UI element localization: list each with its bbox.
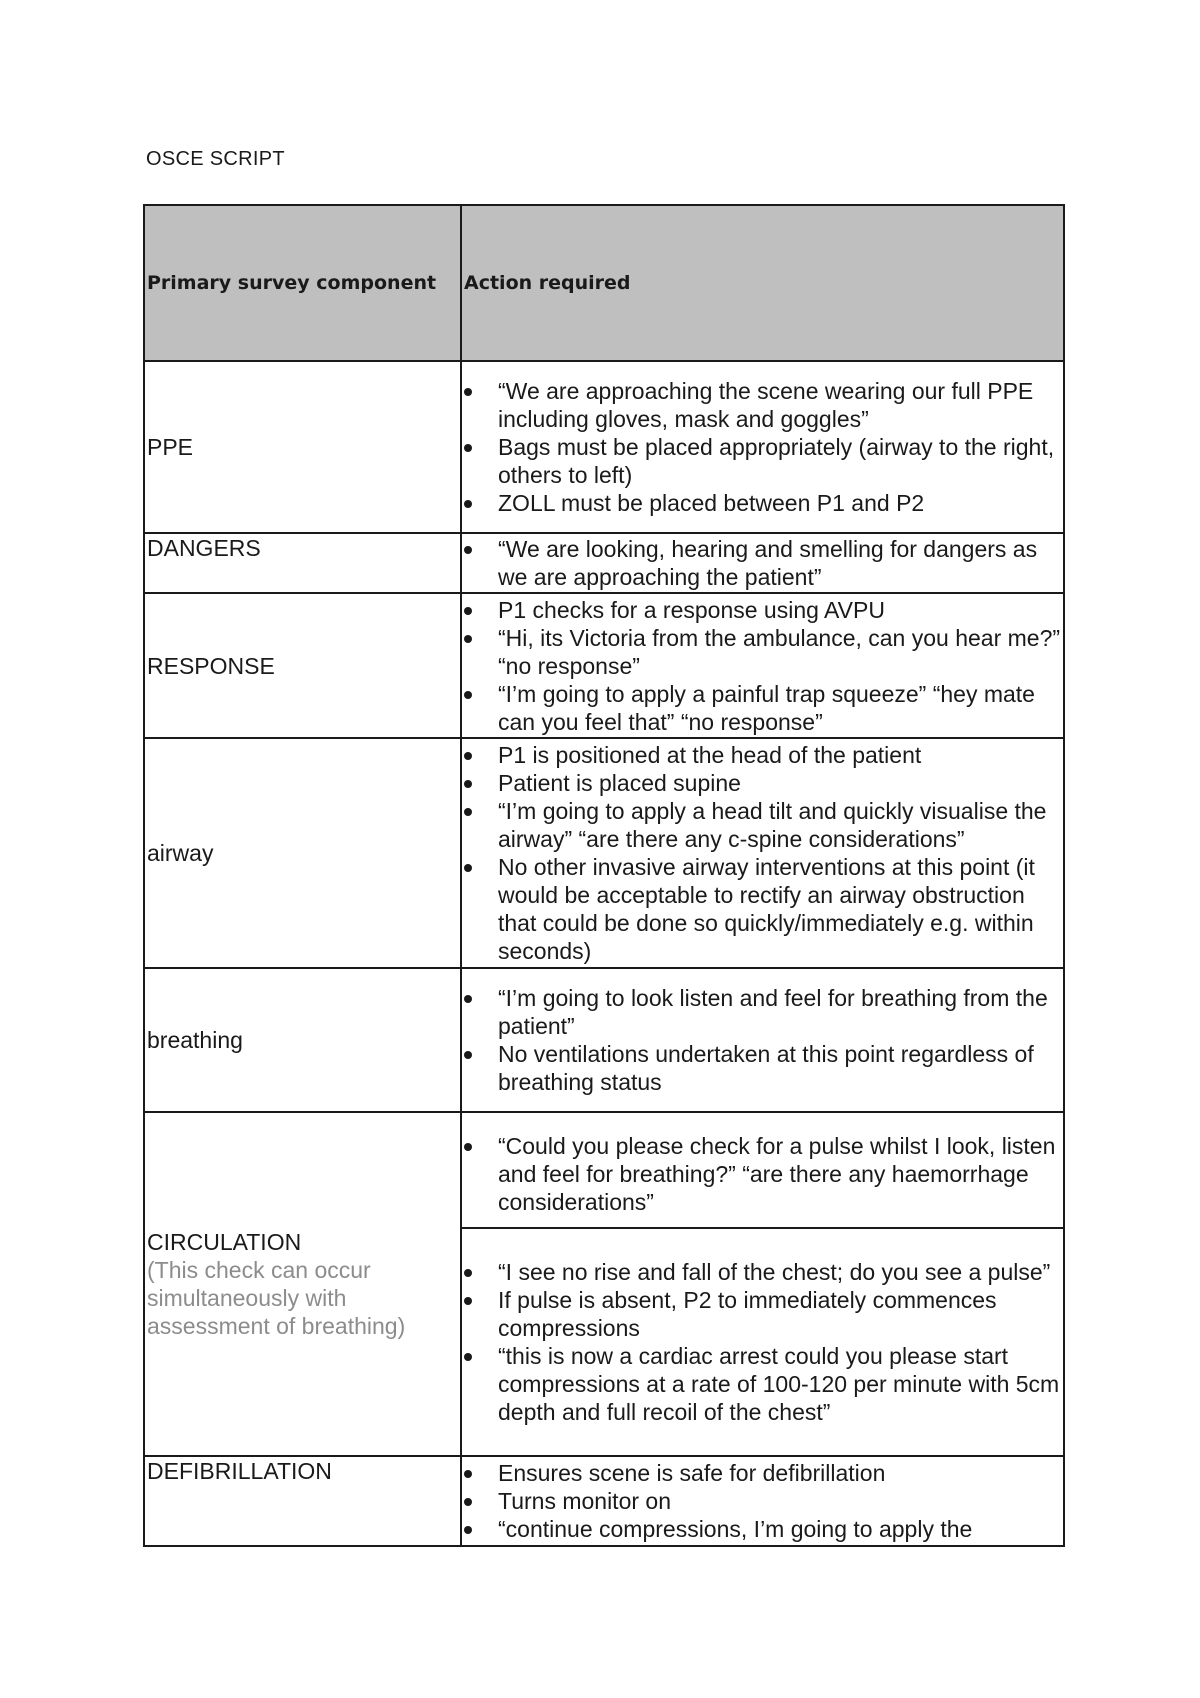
actions-circulation-a: [461, 1112, 1064, 1228]
circulation-note: (This check can occur simultaneously with assessment of breathing): [147, 1257, 406, 1339]
actions-breathing: [461, 968, 1064, 1112]
action-item: “We are looking, hearing and smelling for dangers as we are approaching the patient”: [462, 535, 1063, 591]
actions-airway: [461, 738, 1064, 968]
component-response: RESPONSE: [144, 593, 461, 738]
action-item: “I’m going to apply a painful trap squeeze” “hey mate can you feel that” “no response”: [462, 680, 1063, 736]
action-item: Turns monitor on: [462, 1487, 1063, 1515]
component-circulation: [144, 1112, 461, 1456]
action-item: “I’m going to look listen and feel for breathing from the patient”: [462, 984, 1063, 1040]
action-item: P1 checks for a response using AVPU: [462, 596, 1063, 624]
table-row: [144, 361, 1064, 533]
action-item: No other invasive airway interventions at this point (it would be acceptable to rectify an airway obstruction that could be done so quickly/immediately e.g. within seconds): [462, 853, 1063, 965]
header-component: Primary survey component: [144, 205, 461, 361]
component-airway: airway: [144, 738, 461, 968]
action-item: “I see no rise and fall of the chest; do you see a pulse”: [462, 1258, 1063, 1286]
action-item: If pulse is absent, P2 to immediately commences compressions: [462, 1286, 1063, 1342]
action-item: Ensures scene is safe for defibrillation: [462, 1459, 1063, 1487]
action-item: “continue compressions, I’m going to apply the: [462, 1515, 1063, 1543]
action-list: [462, 535, 1063, 591]
action-item: “Could you please check for a pulse whilst I look, listen and feel for breathing?” “are there any haemorrhage considerations”: [462, 1132, 1063, 1216]
action-item: No ventilations undertaken at this point regardless of breathing status: [462, 1040, 1063, 1096]
action-list: [462, 1459, 1063, 1543]
table-row: [144, 1456, 1064, 1546]
action-item: “I’m going to apply a head tilt and quickly visualise the airway” “are there any c-spine considerations”: [462, 797, 1063, 853]
action-item: ZOLL must be placed between P1 and P2: [462, 489, 1063, 517]
component-defibrillation: DEFIBRILLATION: [144, 1456, 461, 1546]
action-list: [462, 1258, 1063, 1426]
component-ppe: PPE: [144, 361, 461, 533]
action-list: [462, 1132, 1063, 1216]
actions-dangers: [461, 533, 1064, 593]
table-header-row: [144, 205, 1064, 361]
actions-circulation-b: [461, 1228, 1064, 1456]
header-action: Action required: [461, 205, 1064, 361]
action-item: Patient is placed supine: [462, 769, 1063, 797]
actions-defibrillation: [461, 1456, 1064, 1546]
action-list: [462, 984, 1063, 1096]
table-row: [144, 738, 1064, 968]
action-item: “We are approaching the scene wearing our full PPE including gloves, mask and goggles”: [462, 377, 1063, 433]
action-list: [462, 377, 1063, 517]
action-list: [462, 741, 1063, 965]
osce-script-table: [143, 204, 1065, 1547]
table-row: [144, 1112, 1064, 1228]
component-breathing: breathing: [144, 968, 461, 1112]
table-row: [144, 533, 1064, 593]
action-item: P1 is positioned at the head of the patient: [462, 741, 1063, 769]
component-circulation-label: CIRCULATION: [147, 1229, 302, 1255]
action-item: “Hi, its Victoria from the ambulance, can you hear me?” “no response”: [462, 624, 1063, 680]
component-dangers: DANGERS: [144, 533, 461, 593]
actions-response: [461, 593, 1064, 738]
action-item: Bags must be placed appropriately (airway to the right, others to left): [462, 433, 1063, 489]
table-row: [144, 968, 1064, 1112]
action-list: [462, 596, 1063, 736]
actions-ppe: [461, 361, 1064, 533]
table-row: [144, 593, 1064, 738]
action-item: “this is now a cardiac arrest could you please start compressions at a rate of 100-120 per minute with 5cm depth and full recoil of the chest”: [462, 1342, 1063, 1426]
document-title: OSCE SCRIPT: [146, 148, 285, 170]
